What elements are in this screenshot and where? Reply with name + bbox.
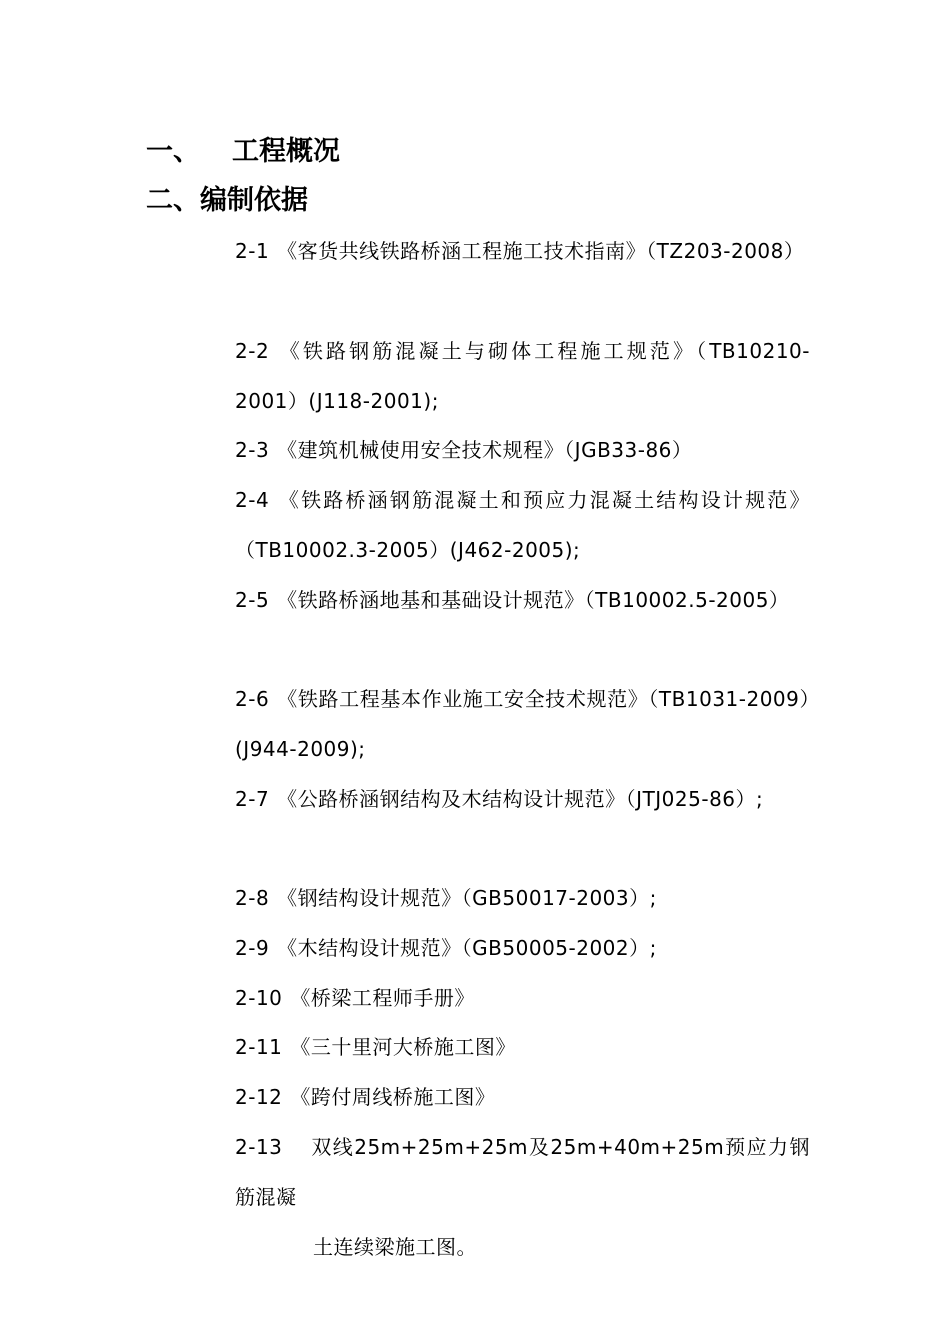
reference-code: 2-2 — [235, 339, 270, 363]
reference-text: 《铁路桥涵钢筋混凝土和预应力混凝土结构设计规范》（TB10002.3-2005）(J462-2005); — [235, 488, 810, 562]
section-title: 编制依据 — [200, 185, 308, 216]
reference-text: 《木结构设计规范》（GB50005-2002）; — [277, 936, 657, 960]
reference-item — [235, 973, 810, 1023]
reference-item — [235, 1072, 810, 1122]
reference-code: 2-6 — [235, 687, 270, 711]
reference-code: 2-10 — [235, 986, 283, 1010]
reference-text: 双线25m+25m+25m及25m+40m+25m预应力钢筋混凝 — [235, 1135, 810, 1209]
reference-text: 《建筑机械使用安全技术规程》（JGB33-86） — [277, 438, 693, 462]
reference-item — [235, 226, 810, 276]
reference-code: 2-13 — [235, 1135, 283, 1159]
reference-item — [235, 923, 810, 973]
reference-item — [235, 774, 810, 824]
reference-item — [235, 1122, 810, 1272]
reference-code: 2-7 — [235, 787, 270, 811]
reference-text: 《客货共线铁路桥涵工程施工技术指南》（TZ203-2008） — [277, 239, 805, 263]
reference-text: 《三十里河大桥施工图》 — [290, 1035, 516, 1059]
section-number: 一、 — [146, 136, 200, 167]
reference-code: 2-4 — [235, 488, 270, 512]
section-number: 二、 — [146, 185, 200, 216]
reference-code: 2-5 — [235, 588, 270, 612]
reference-item — [235, 674, 810, 774]
reference-code: 2-8 — [235, 886, 270, 910]
reference-code: 2-9 — [235, 936, 270, 960]
section-heading-overview — [146, 135, 340, 169]
reference-item — [235, 1022, 810, 1072]
reference-code: 2-1 — [235, 239, 270, 263]
section-heading-basis — [146, 184, 308, 218]
reference-text: 《铁路桥涵地基和基础设计规范》（TB10002.5-2005） — [277, 588, 790, 612]
reference-code: 2-12 — [235, 1085, 283, 1109]
section-title: 工程概况 — [232, 136, 340, 167]
reference-text: 《钢结构设计规范》（GB50017-2003）; — [277, 886, 657, 910]
reference-text: 《桥梁工程师手册》 — [290, 986, 475, 1010]
reference-text: 《铁路工程基本作业施工安全技术规范》（TB1031-2009）(J944-2009); — [235, 687, 810, 761]
reference-item — [235, 326, 810, 426]
reference-item — [235, 873, 810, 923]
reference-text: 《跨付周线桥施工图》 — [290, 1085, 496, 1109]
reference-code: 2-11 — [235, 1035, 283, 1059]
reference-text-continuation: 土连续梁施工图。 — [313, 1235, 477, 1259]
reference-item — [235, 425, 810, 475]
reference-item — [235, 475, 810, 575]
reference-code: 2-3 — [235, 438, 270, 462]
reference-text: 《铁路钢筋混凝土与砌体工程施工规范》（TB10210-2001）(J118-2001); — [235, 339, 810, 413]
reference-text: 《公路桥涵钢结构及木结构设计规范》（JTJ025-86）; — [277, 787, 764, 811]
reference-item — [235, 575, 810, 625]
